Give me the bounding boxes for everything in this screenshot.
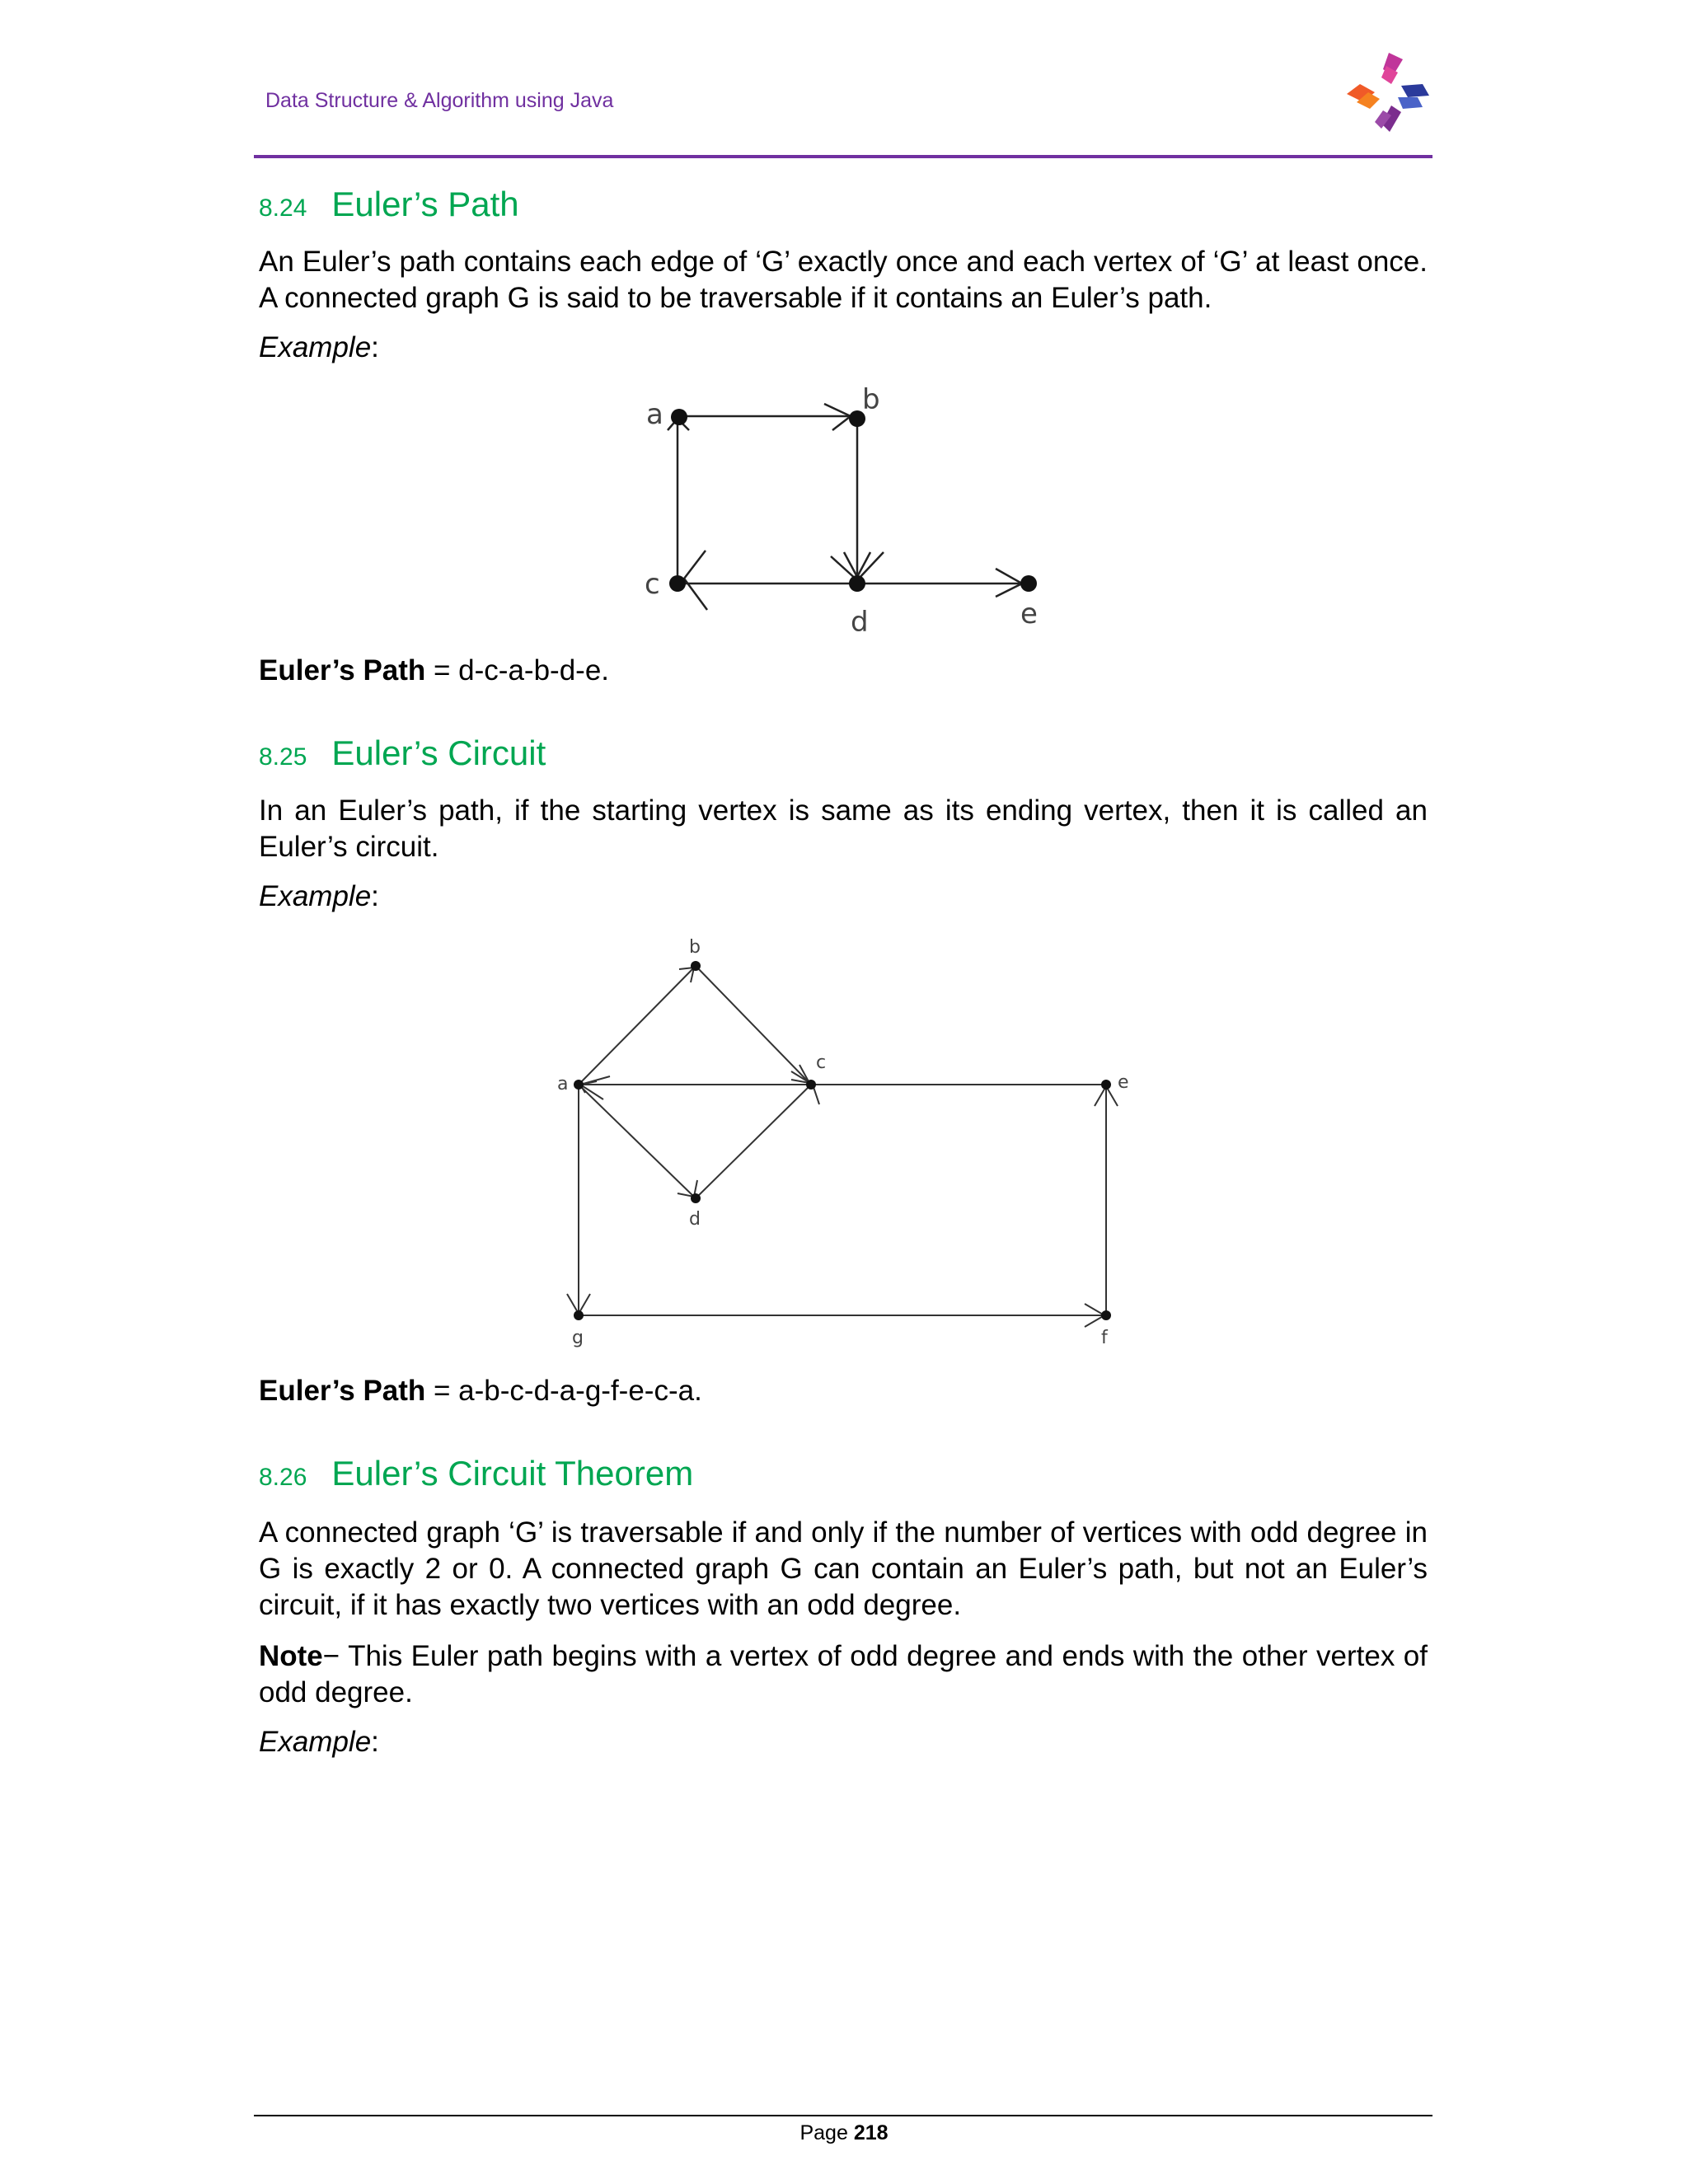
note-paragraph: Note− This Euler path begins with a vertex of odd degree and ends with the other vertex of odd degree. bbox=[259, 1640, 1428, 1708]
edge-d-a bbox=[579, 1085, 696, 1198]
euler-path-graph bbox=[626, 383, 1055, 643]
vertex-label-f: f bbox=[1101, 1328, 1108, 1348]
vertex-label-b: b bbox=[862, 383, 880, 416]
section-title: Euler’s Circuit Theorem bbox=[331, 1454, 694, 1493]
section-heading-8-25 bbox=[259, 733, 546, 773]
euler-circuit-graph bbox=[544, 931, 1146, 1360]
edge-a-b bbox=[579, 966, 696, 1085]
vertex-f bbox=[1101, 1310, 1111, 1320]
vertex-c bbox=[806, 1080, 816, 1090]
vertex-d bbox=[849, 575, 865, 592]
vertex-a bbox=[671, 409, 687, 425]
footer-divider bbox=[254, 2115, 1432, 2116]
vertex-c bbox=[669, 575, 686, 592]
page-footer: Page 218 bbox=[799, 2121, 889, 2144]
arrow-into-c bbox=[684, 551, 707, 610]
section-paragraph: An Euler’s path contains each edge of ‘G’ exactly once and each vertex of ‘G’ at least once. A connected graph G is said to be traversable if it contains an Euler’s path. bbox=[259, 246, 1428, 314]
vertex-d bbox=[691, 1193, 701, 1203]
vertex-label-d: d bbox=[689, 1209, 701, 1230]
vertex-label-a: a bbox=[557, 1074, 569, 1094]
vertex-label-c: c bbox=[645, 568, 660, 601]
arrow-into-a bbox=[580, 1076, 610, 1099]
section-paragraph: In an Euler’s path, if the starting vertex is same as its ending vertex, then it is called an Euler’s circuit. bbox=[259, 794, 1428, 863]
edge-c-d bbox=[696, 1085, 811, 1198]
section-heading-8-24 bbox=[259, 185, 519, 224]
section-title: Euler’s Path bbox=[331, 185, 519, 223]
euler-circuit-result: Euler’s Path = a-b-c-d-a-g-f-e-c-a. bbox=[259, 1375, 702, 1407]
example-label: Example: bbox=[259, 880, 379, 912]
section-number: 8.26 bbox=[259, 1464, 307, 1491]
euler-path-result: Euler’s Path = d-c-a-b-d-e. bbox=[259, 654, 610, 687]
vertex-label-g: g bbox=[572, 1328, 584, 1348]
vertex-b bbox=[691, 961, 701, 971]
example-label: Example: bbox=[259, 1726, 379, 1758]
header-divider bbox=[254, 155, 1432, 158]
section-number: 8.24 bbox=[259, 194, 307, 222]
vertex-e bbox=[1020, 575, 1037, 592]
section-heading-8-26 bbox=[259, 1454, 693, 1493]
running-header: Data Structure & Algorithm using Java bbox=[265, 89, 614, 112]
vertex-label-b: b bbox=[689, 937, 701, 958]
vertex-label-e: e bbox=[1118, 1072, 1129, 1093]
vertex-label-c: c bbox=[816, 1052, 827, 1073]
section-number: 8.25 bbox=[259, 743, 307, 771]
example-label: Example: bbox=[259, 331, 379, 363]
vertex-e bbox=[1101, 1080, 1111, 1090]
section-paragraph: A connected graph ‘G’ is traversable if and only if the number of vertices with odd degree in G is exactly 2 or 0. A connected graph G can contain an Euler’s path, but not an Euler’s circuit, if it has exactly two vertices with an odd degree. bbox=[259, 1516, 1428, 1621]
vertex-label-a: a bbox=[646, 398, 663, 431]
page-number: 218 bbox=[853, 2121, 889, 2144]
vertex-label-e: e bbox=[1020, 598, 1038, 630]
section-title: Euler’s Circuit bbox=[331, 733, 546, 772]
vertex-label-d: d bbox=[851, 606, 869, 639]
edge-b-c bbox=[696, 966, 811, 1085]
publisher-logo-icon bbox=[1343, 51, 1432, 135]
vertex-a bbox=[574, 1080, 584, 1090]
vertex-g bbox=[574, 1310, 584, 1320]
